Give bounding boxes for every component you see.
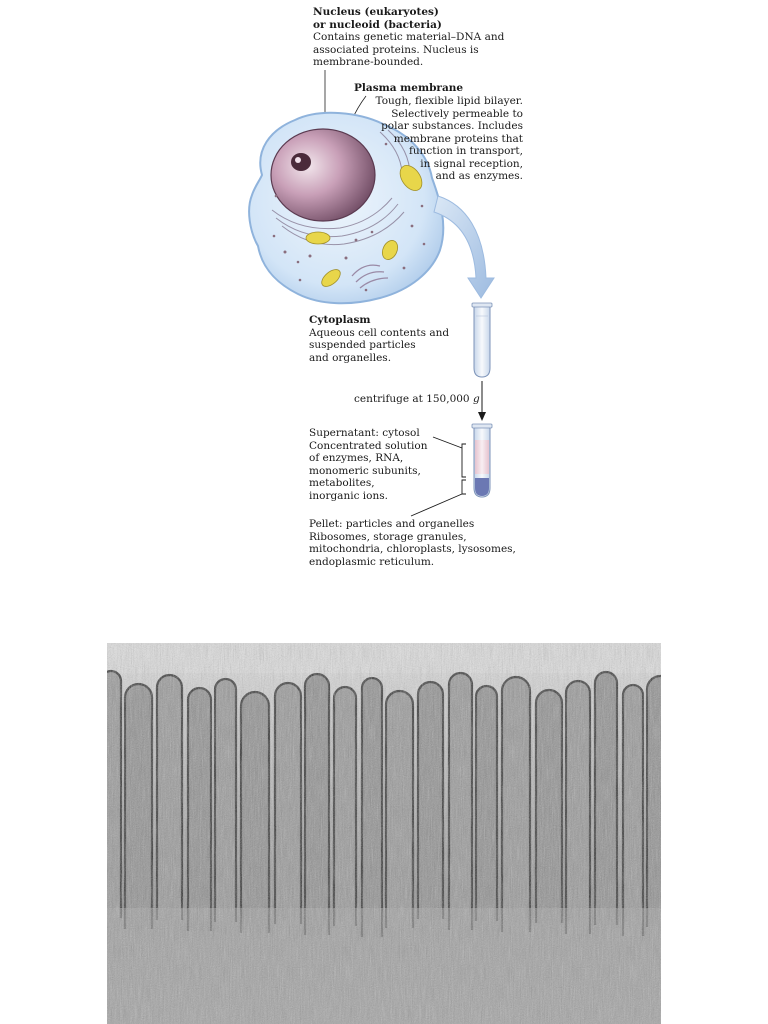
plasma-membrane-desc-4: membrane proteins that bbox=[393, 132, 523, 145]
nucleus bbox=[271, 129, 375, 221]
centrifuge-label bbox=[354, 393, 480, 406]
pellet-desc-2: mitochondria, chloroplasts, lysosomes, bbox=[309, 543, 516, 555]
nucleus-desc-1: Contains genetic material–DNA and bbox=[313, 31, 505, 43]
centrifuge-unit: g bbox=[472, 393, 480, 405]
supernatant-label bbox=[309, 427, 427, 502]
pellet-label bbox=[309, 518, 516, 568]
cytoplasm-label bbox=[309, 314, 449, 364]
pellet-desc-1: Ribosomes, storage granules, bbox=[309, 530, 467, 543]
nucleus-desc-3: membrane-bounded. bbox=[313, 56, 424, 68]
plasma-membrane-heading: Plasma membrane bbox=[354, 82, 464, 94]
pellet-layer bbox=[475, 478, 489, 496]
nucleus-desc-2: associated proteins. Nucleus is bbox=[313, 43, 479, 56]
nucleus-label bbox=[313, 6, 504, 69]
supernatant-heading: Supernatant: cytosol bbox=[309, 427, 420, 439]
plasma-membrane-description bbox=[376, 95, 523, 183]
plasma-membrane-desc-3: polar substances. Includes bbox=[381, 120, 523, 132]
cytoplasm-desc-2: suspended particles bbox=[309, 339, 416, 351]
supernatant-desc-4: metabolites, bbox=[309, 477, 375, 489]
microvilli-electron-micrograph bbox=[107, 643, 661, 1024]
cytoplasm-desc-3: and organelles. bbox=[309, 351, 392, 364]
plasma-membrane-desc-1: Tough, flexible lipid bilayer. bbox=[375, 95, 523, 107]
plasma-membrane-desc-2: Selectively permeable to bbox=[391, 107, 523, 120]
pellet-heading: Pellet: particles and organelles bbox=[309, 518, 475, 530]
extraction-arrow bbox=[434, 196, 494, 298]
centrifuge-text: centrifuge at 150,000 bbox=[354, 393, 470, 405]
pellet-desc-3: endoplasmic reticulum. bbox=[309, 555, 435, 568]
supernatant-desc-2: of enzymes, RNA, bbox=[309, 452, 404, 464]
cytoplasm-desc-1: Aqueous cell contents and bbox=[309, 326, 450, 339]
plasma-membrane-desc-5: function in transport, bbox=[408, 145, 523, 157]
supernatant-desc-3: monomeric subunits, bbox=[309, 464, 421, 477]
centrifuged-tube bbox=[472, 424, 492, 497]
plasma-membrane-desc-6: in signal reception, bbox=[420, 157, 523, 170]
cytoplasm-tube bbox=[472, 303, 492, 377]
supernatant-desc-1: Concentrated solution bbox=[309, 439, 428, 452]
cytoplasm-heading: Cytoplasm bbox=[309, 314, 371, 326]
nucleolus bbox=[291, 153, 311, 171]
nucleus-heading-2: or nucleoid (bacteria) bbox=[313, 18, 442, 31]
plasma-membrane-desc-7: and as enzymes. bbox=[435, 170, 523, 182]
supernatant-desc-5: inorganic ions. bbox=[309, 489, 388, 502]
supernatant-bracket bbox=[433, 437, 466, 477]
nucleus-heading-1: Nucleus (eukaryotes) bbox=[313, 6, 439, 18]
supernatant-layer bbox=[475, 440, 489, 474]
plasma-membrane-heading-block bbox=[354, 82, 463, 95]
